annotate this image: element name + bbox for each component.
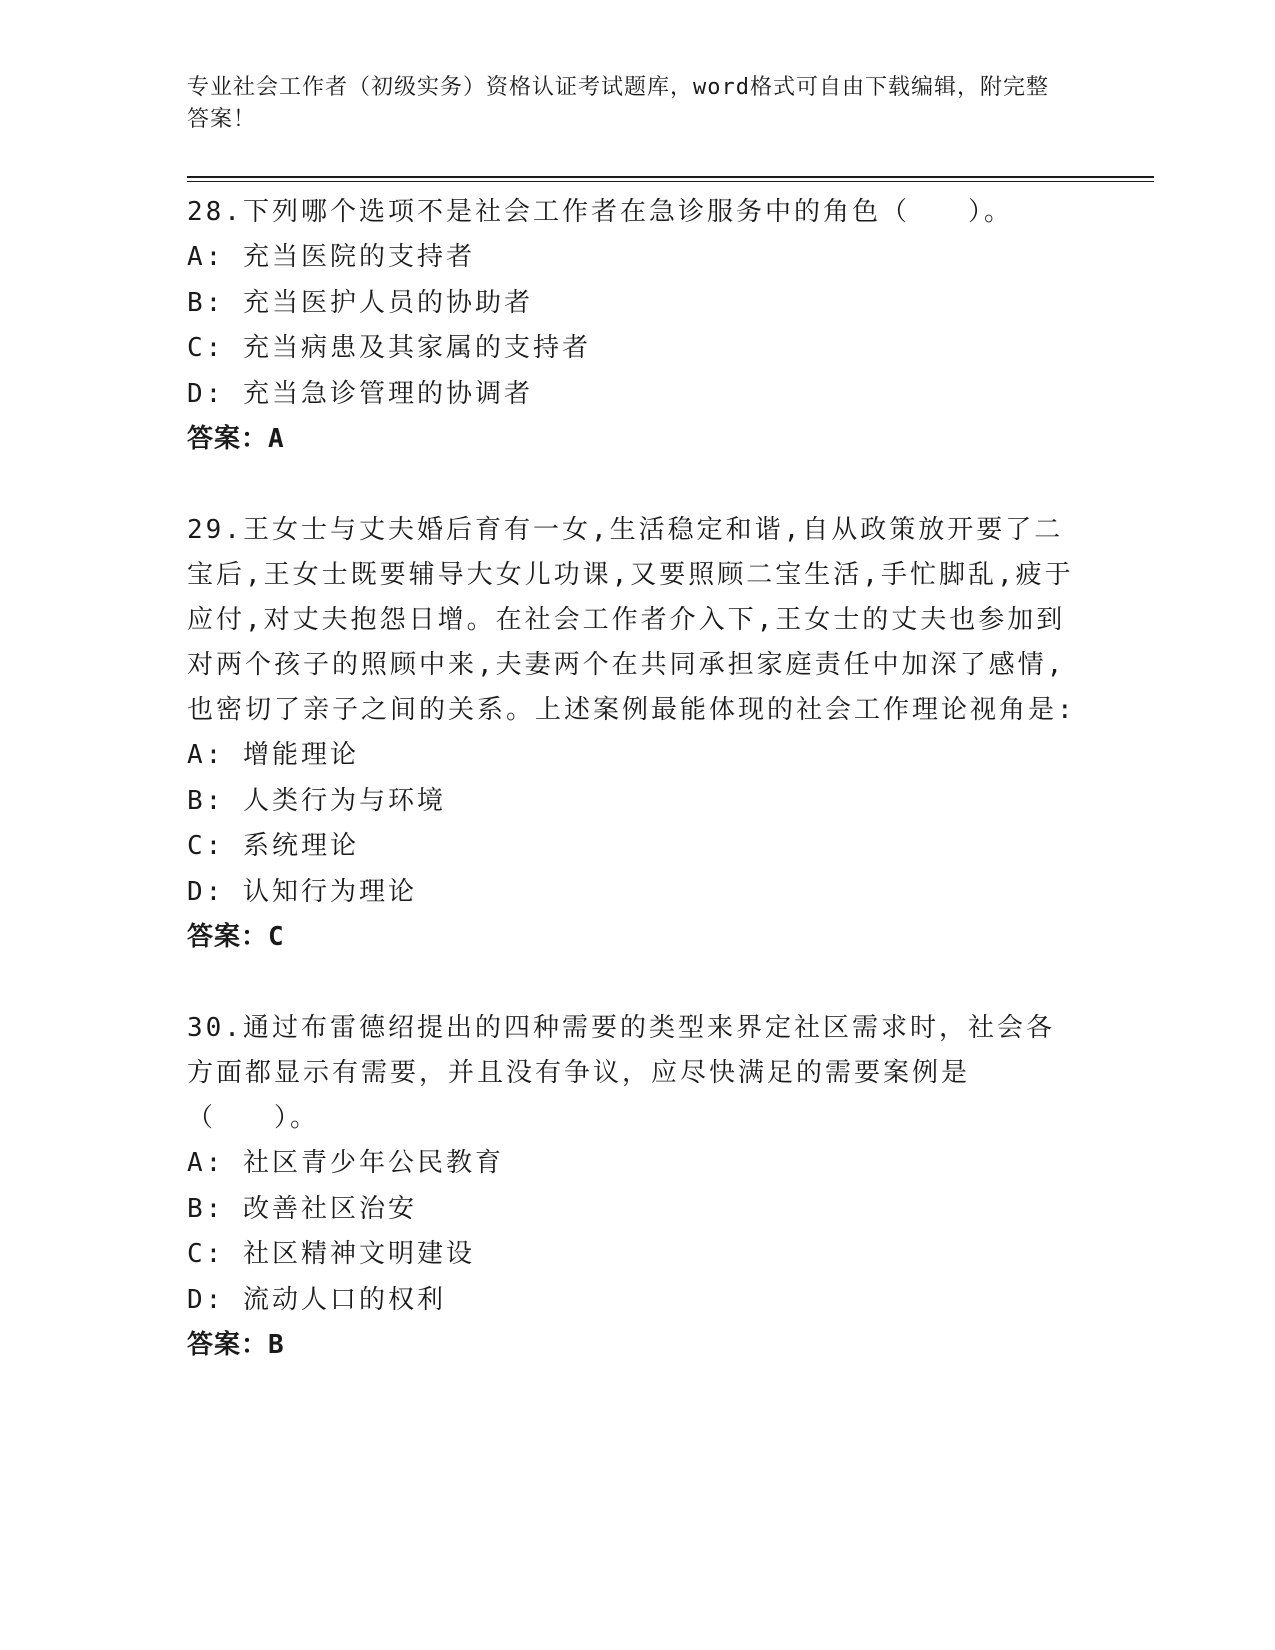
option-c: C: 社区精神文明建设: [187, 1239, 475, 1269]
option-d: D: 认知行为理论: [187, 876, 417, 907]
option-b: B: 充当医护人员的协助者: [187, 287, 533, 318]
question-30: [187, 1006, 1077, 1368]
option-d: D: 充当急诊管理的协调者: [187, 378, 533, 409]
header-divider-thick: [187, 176, 1154, 178]
option-a: A: 增能理论: [187, 740, 359, 770]
answer-line: 答案：B: [187, 1330, 285, 1360]
question-29: [187, 508, 1077, 960]
header-divider-thin: [187, 181, 1154, 182]
option-b: B: 改善社区治安: [187, 1193, 417, 1224]
question-spacer: [187, 462, 1077, 508]
option-a: A: 充当医院的支持者: [187, 242, 475, 272]
answer-line: 答案：C: [187, 922, 285, 952]
question-stem: 28.下列哪个选项不是社会工作者在急诊服务中的角色（ ）。: [187, 197, 1013, 227]
option-c: C: 充当病患及其家属的支持者: [187, 333, 591, 363]
option-c: C: 系统理论: [187, 831, 359, 861]
option-d: D: 流动人口的权利: [187, 1284, 446, 1315]
question-list: [187, 190, 1077, 1368]
question-stem: 29.王女士与丈夫婚后育有一女,生活稳定和谐,自从政策放开要了二宝后,王女士既要辅导大女儿功课,又要照顾二宝生活,手忙脚乱,疲于应付,对丈夫抱怨日增。在社会工作者介入下,王女士的丈夫也参加到对两个孩子的照顾中来,夫妻两个在共同承担家庭责任中加深了感情,也密切了亲子之间的关系。上述案例最能体现的社会工作理论视角是:: [187, 515, 1076, 725]
option-b: B: 人类行为与环境: [187, 785, 446, 816]
question-28: [187, 190, 1077, 462]
document-header: 专业社会工作者（初级实务）资格认证考试题库，word格式可自由下载编辑，附完整答案！: [187, 75, 1049, 132]
answer-line: 答案：A: [187, 424, 285, 454]
question-spacer: [187, 960, 1077, 1006]
question-stem: 30.通过布雷德绍提出的四种需要的类型来界定社区需求时，社会各方面都显示有需要，并且没有争议，应尽快满足的需要案例是（ ）。: [187, 1013, 1055, 1133]
option-a: A: 社区青少年公民教育: [187, 1148, 504, 1178]
